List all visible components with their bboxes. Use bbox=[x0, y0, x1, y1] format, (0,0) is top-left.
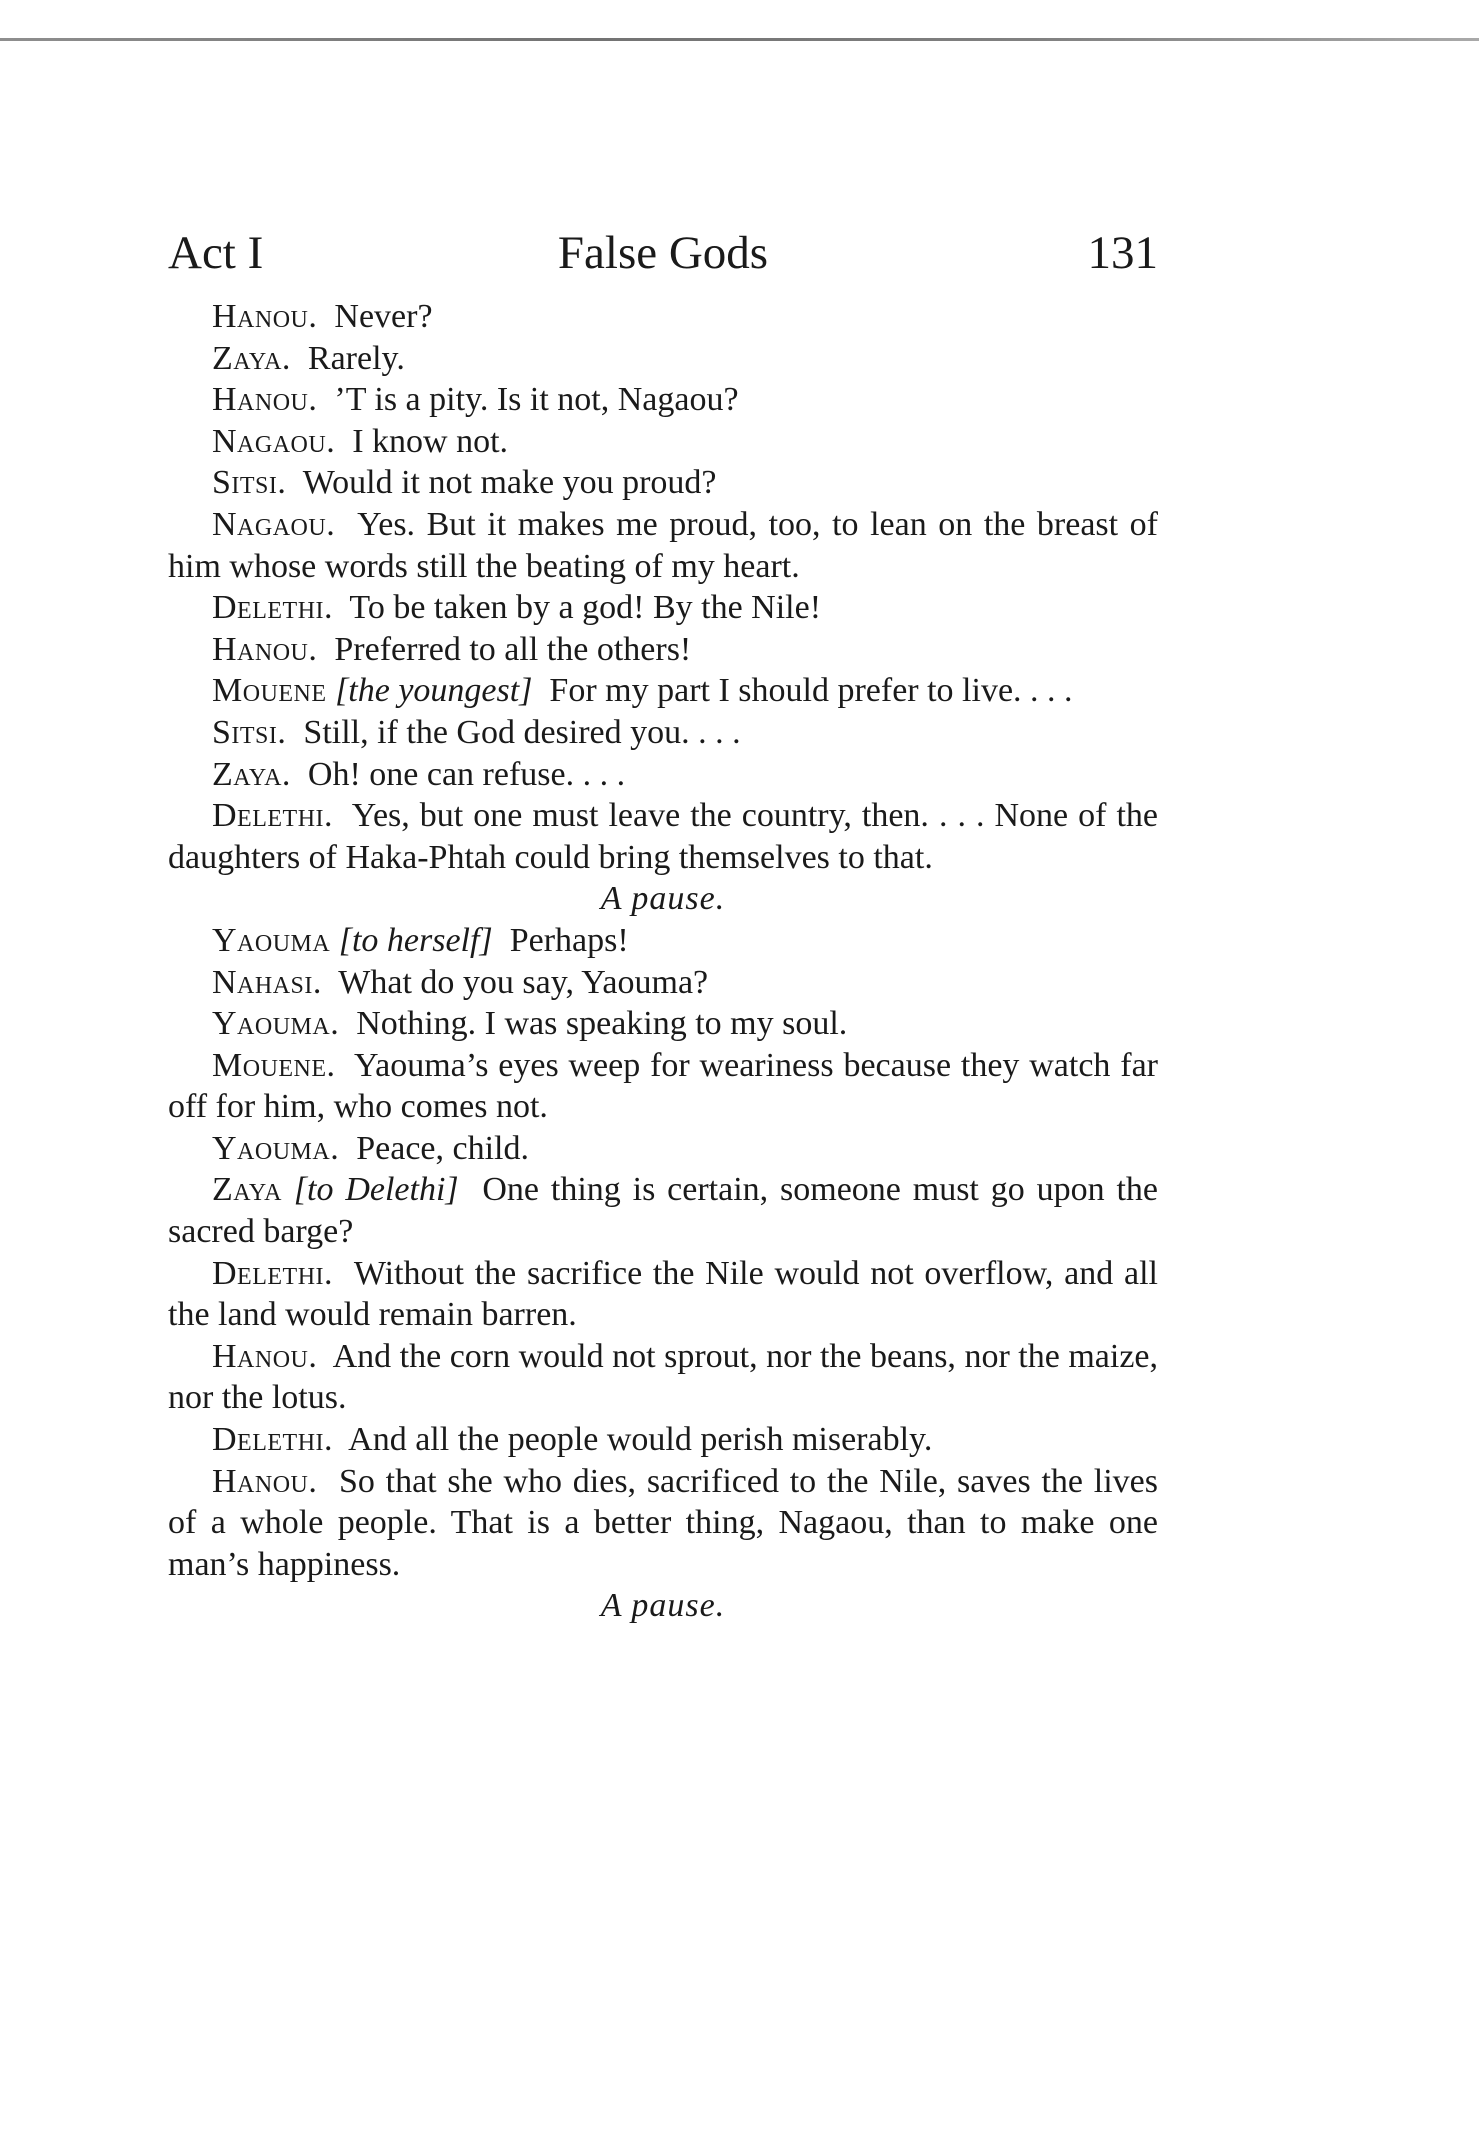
speech-line bbox=[168, 587, 1158, 629]
speech-line bbox=[168, 754, 1158, 796]
speech-text: Oh! one can refuse. . . . bbox=[307, 755, 626, 793]
speech-text: Without the sacrifice the Nile would not overflow, and all the land would remain barren. bbox=[168, 1254, 1159, 1334]
speaker-name: Yaouma. bbox=[212, 1005, 340, 1043]
book-page bbox=[168, 218, 1158, 1627]
speech-line bbox=[168, 795, 1158, 878]
speech-line bbox=[168, 379, 1158, 421]
stage-direction: A pause. bbox=[600, 1587, 726, 1625]
speaker-name: Yaouma. bbox=[212, 1129, 340, 1167]
speech-text: And the corn would not sprout, nor the beans, nor the maize, nor the lotus. bbox=[168, 1337, 1159, 1417]
speaker-name: Delethi. bbox=[212, 797, 334, 835]
speech-line bbox=[168, 1003, 1158, 1045]
speech-text: Peace, child. bbox=[356, 1129, 529, 1167]
speaker-name: Mouene. bbox=[212, 1046, 336, 1084]
speech-text: Perhaps! bbox=[509, 921, 629, 959]
speech-text: Would it not make you proud? bbox=[302, 464, 717, 502]
speech-text: What do you say, Yaouma? bbox=[338, 963, 709, 1001]
speech-line bbox=[168, 462, 1158, 504]
speech-text: I know not. bbox=[352, 422, 509, 460]
speaker-name: Nagaou. bbox=[212, 505, 336, 543]
speech-line bbox=[168, 1336, 1158, 1419]
speech-text: Never? bbox=[334, 298, 433, 335]
speaker-name: Delethi. bbox=[212, 1254, 334, 1292]
speech-line bbox=[168, 1169, 1158, 1252]
speech-line bbox=[168, 712, 1158, 754]
speaker-name: Mouene bbox=[212, 672, 327, 710]
speech-text: Yaouma’s eyes weep for weariness because they watch far off for him, who comes not. bbox=[168, 1046, 1158, 1126]
speaker-name: Nahasi. bbox=[212, 963, 322, 1001]
speech-line bbox=[168, 421, 1158, 463]
speaker-name: Hanou. bbox=[212, 1462, 318, 1500]
dialogue-text bbox=[168, 296, 1158, 1627]
speech-line bbox=[168, 1045, 1158, 1128]
speaker-name: Delethi. bbox=[212, 589, 334, 627]
speaker-direction: [the youngest] bbox=[335, 672, 533, 710]
speaker-name: Nagaou. bbox=[212, 422, 336, 460]
speaker-direction: [to herself] bbox=[338, 921, 493, 959]
speaker-name: Sitsi. bbox=[212, 464, 287, 502]
speech-line bbox=[168, 504, 1158, 587]
speaker-name: Hanou. bbox=[212, 1337, 318, 1375]
act-label: Act I bbox=[168, 227, 264, 279]
play-title: False Gods bbox=[557, 227, 769, 279]
speaker-name: Zaya. bbox=[212, 755, 291, 793]
speech-text: Preferred to all the others! bbox=[334, 630, 692, 668]
speech-line bbox=[168, 338, 1158, 380]
speech-line bbox=[168, 962, 1158, 1004]
speaker-name: Sitsi. bbox=[212, 713, 287, 751]
speech-line bbox=[168, 670, 1158, 712]
speech-line bbox=[168, 296, 1158, 338]
speech-text: ’T is a pity. Is it not, Nagaou? bbox=[334, 381, 739, 419]
page-top-edge bbox=[0, 38, 1479, 41]
running-head bbox=[168, 218, 1158, 288]
speaker-name: Yaouma bbox=[212, 921, 331, 959]
speech-line bbox=[168, 1253, 1158, 1336]
speech-text: One thing is certain, someone must go upon the sacred barge? bbox=[168, 1171, 1159, 1251]
speech-line bbox=[168, 629, 1158, 671]
speech-text: Nothing. I was speaking to my soul. bbox=[356, 1005, 848, 1043]
speaker-name: Hanou. bbox=[212, 630, 318, 668]
stage-direction: A pause. bbox=[600, 880, 726, 918]
speech-text: For my part I should prefer to live. . . . bbox=[549, 672, 1073, 710]
speaker-name: Zaya bbox=[212, 1171, 282, 1209]
speech-text: So that she who dies, sacrificed to the Nile, saves the lives of a whole people. That is a better thing, Nagaou, than to make one man’s happiness. bbox=[168, 1462, 1158, 1583]
speech-text: Rarely. bbox=[307, 339, 405, 377]
speaker-name: Hanou. bbox=[212, 381, 318, 419]
speech-text: Still, if the God desired you. . . . bbox=[303, 713, 741, 751]
speech-text: Yes, but one must leave the country, then. . . . None of the daughters of Haka-Phtah could bring themselves to that. bbox=[168, 797, 1158, 876]
speaker-name: Delethi. bbox=[212, 1421, 334, 1459]
speech-line bbox=[168, 1128, 1158, 1170]
speaker-name: Hanou. bbox=[212, 298, 318, 335]
speaker-name: Zaya. bbox=[212, 339, 291, 377]
speaker-direction: [to Delethi] bbox=[293, 1171, 459, 1209]
speech-line bbox=[168, 1419, 1158, 1461]
page-number: 131 bbox=[1087, 227, 1158, 279]
speech-text: To be taken by a god! By the Nile! bbox=[349, 589, 822, 627]
speech-line bbox=[168, 920, 1158, 962]
speech-text: Yes. But it makes me proud, too, to lean on the breast of him whose words still the beating of my heart. bbox=[168, 505, 1158, 585]
speech-text: And all the people would perish miserably. bbox=[348, 1421, 933, 1459]
speech-line bbox=[168, 1461, 1158, 1586]
